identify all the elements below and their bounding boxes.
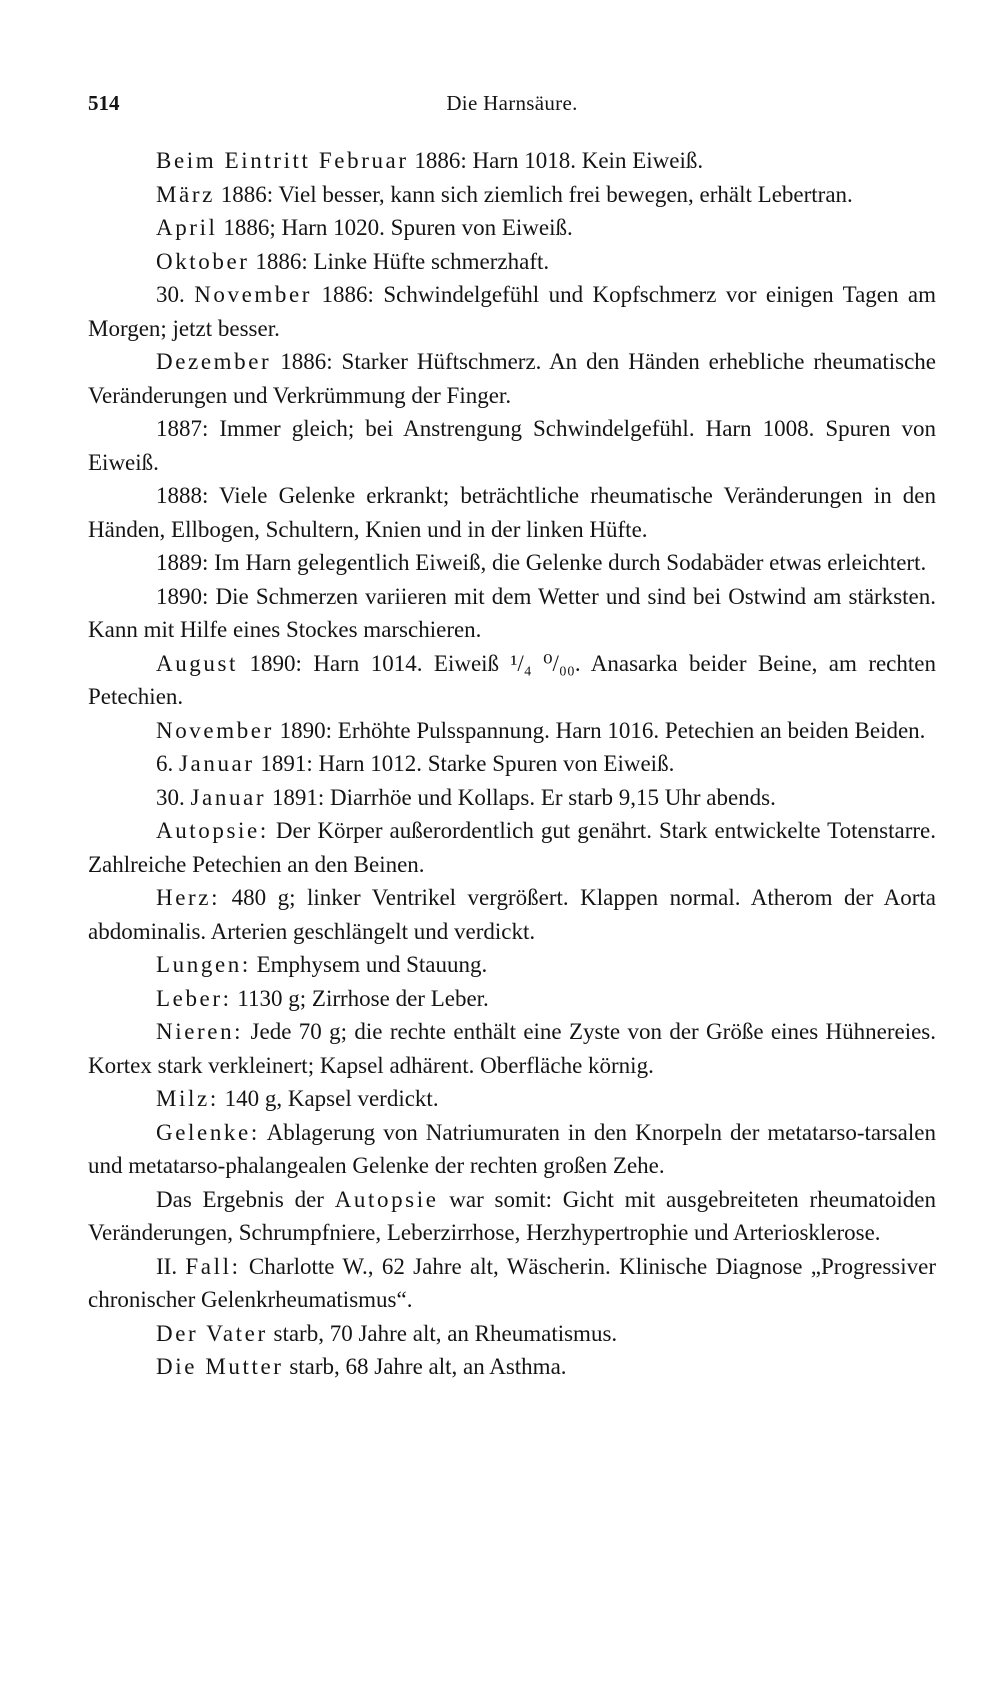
paragraph-text: 1886; Harn 1020. Spuren von Eiweiß. [217,215,573,240]
paragraph [88,814,936,881]
paragraph [88,781,936,815]
paragraph-lead: März [156,181,215,207]
paragraph-text: 1886: Schwindelgefühl und Kopfschmerz vor einigen Tagen am Morgen; jetzt besser. [88,282,937,341]
paragraph [88,178,936,212]
paragraph [88,982,936,1016]
paragraph-lead: August [156,650,239,676]
paragraph-text: 1891: Harn 1012. Starke Spuren von Eiweiß. [254,751,675,776]
paragraph-lead: Leber: [156,985,232,1011]
paragraph-lead: Autopsie: [156,818,269,843]
paragraph-lead: Autopsie [334,1186,439,1212]
paragraph-text: war somit: Gicht mit ausgebreiteten rheumatoiden Veränderungen, Schrumpfniere, Leberzirrhose, Herzhypertrophie und Arteriosklerose. [88,1186,936,1245]
paragraph-lead: November [156,717,274,743]
paragraph-text: 1886: Viel besser, kann sich ziemlich frei bewegen, erhält Lebertran. [214,181,853,207]
paragraph-prefix: 30. [156,282,195,307]
paragraph [88,345,936,412]
paragraph-lead: April [156,215,218,240]
paragraph [88,1250,936,1317]
paragraph-text: Jede 70 g; die rechte enthält eine Zyste von der Größe eines Hühnereies. Kortex stark verkleinert; Kapsel adhärent. Oberfläche körnig. [88,1019,936,1078]
paragraph-lead: Januar [190,784,267,810]
paragraph-text: 1888: Viele Gelenke erkrankt; beträchtliche rheumatische Veränderungen in den Händen, Ellbogen, Schultern, Knien und in der linken Hüfte. [88,483,936,542]
paragraph [88,714,936,748]
paragraph-text: 1890: Erhöhte Pulsspannung. Harn 1016. Petechien an beiden Beiden. [273,717,926,743]
paragraph-text: Charlotte W., 62 Jahre alt, Wäscherin. Klinische Diagnose „Progressiver chronischer Gelenkrheumatismus“. [88,1253,936,1312]
paragraph-text: starb, 68 Jahre alt, an Asthma. [283,1354,567,1379]
paragraph-text: 480 g; linker Ventrikel vergrößert. Klappen normal. Atherom der Aorta abdominalis. Arterien geschlängelt und verdickt. [88,885,936,944]
paragraph [88,278,936,345]
paragraph [88,1317,936,1351]
paragraph [88,1350,936,1384]
paragraph-lead: Der Vater [156,1320,268,1346]
paragraph-text: 1890: Harn 1014. Eiweiß ¹/₄ ⁰/₀₀. Anasarka beider Beine, am rechten Petechien. [88,650,936,709]
paragraph-text: starb, 70 Jahre alt, an Rheumatismus. [267,1320,618,1346]
paragraph-text: 1130 g; Zirrhose der Leber. [231,985,489,1011]
paragraph-text: 1890: Die Schmerzen variieren mit dem Wetter und sind bei Ostwind am stärksten. Kann mit Hilfe eines Stockes marschieren. [88,583,936,642]
paragraph-lead: Dezember [156,349,272,374]
paragraph-text: 1887: Immer gleich; bei Anstrengung Schwindelgefühl. Harn 1008. Spuren von Eiweiß. [88,416,936,475]
paragraph [88,211,936,245]
paragraph [88,747,936,781]
page-header [88,86,936,120]
paragraph-prefix: 30. [156,784,191,810]
paragraph [88,479,936,546]
paragraph [88,948,936,982]
paragraph-lead: Januar [179,751,255,776]
paragraph-lead: Gelenke: [156,1119,260,1145]
paragraph [88,881,936,948]
paragraph [88,580,936,647]
body-text [88,144,936,1384]
paragraph-lead: Oktober [156,248,250,274]
paragraph-prefix: 6. [156,751,179,776]
paragraph-text: 1886: Starker Hüftschmerz. An den Händen erhebliche rheumatische Veränderungen und Verkrümmung der Finger. [88,349,936,408]
paragraph [88,1116,936,1183]
paragraph-text: 140 g, Kapsel verdickt. [218,1086,439,1111]
paragraph-text: Der Körper außerordentlich gut genährt. Stark entwickelte Totenstarre. Zahlreiche Petechien an den Beinen. [88,818,936,877]
paragraph-prefix: II. [156,1253,186,1279]
paragraph-text: Emphysem und Stauung. [250,952,488,977]
paragraph-lead: Beim Eintritt Februar [156,148,409,173]
paragraph-text: 1891: Diarrhöe und Kollaps. Er starb 9,15 Uhr abends. [266,784,776,810]
paragraph [88,1015,936,1082]
paragraph [88,144,936,178]
paragraph [88,546,936,580]
page-number: 514 [88,91,120,115]
paragraph-text: 1886: Harn 1018. Kein Eiweiß. [408,148,704,173]
paragraph-text: Ablagerung von Natriumuraten in den Knorpeln der metatarso-tarsalen und metatarso-phalangealen Gelenke der rechten großen Zehe. [88,1119,936,1178]
paragraph-lead: Lungen: [156,952,251,977]
running-title: Die Harnsäure. [446,91,578,115]
paragraph [88,1183,936,1250]
paragraph-text: 1889: Im Harn gelegentlich Eiweiß, die Gelenke durch Sodabäder etwas erleichtert. [156,550,927,575]
paragraph-prefix: Das Ergebnis der [156,1186,335,1212]
paragraph-text: 1886: Linke Hüfte schmerzhaft. [249,248,550,274]
paragraph [88,647,936,714]
paragraph-lead: Milz: [156,1086,219,1111]
paragraph [88,245,936,279]
paragraph-lead: Herz: [156,885,221,910]
paragraph-lead: November [194,282,313,307]
paragraph-lead: Nieren: [156,1019,244,1044]
paragraph-lead: Die Mutter [156,1354,284,1379]
paragraph [88,412,936,479]
paragraph-lead: Fall: [185,1253,241,1279]
paragraph [88,1082,936,1116]
